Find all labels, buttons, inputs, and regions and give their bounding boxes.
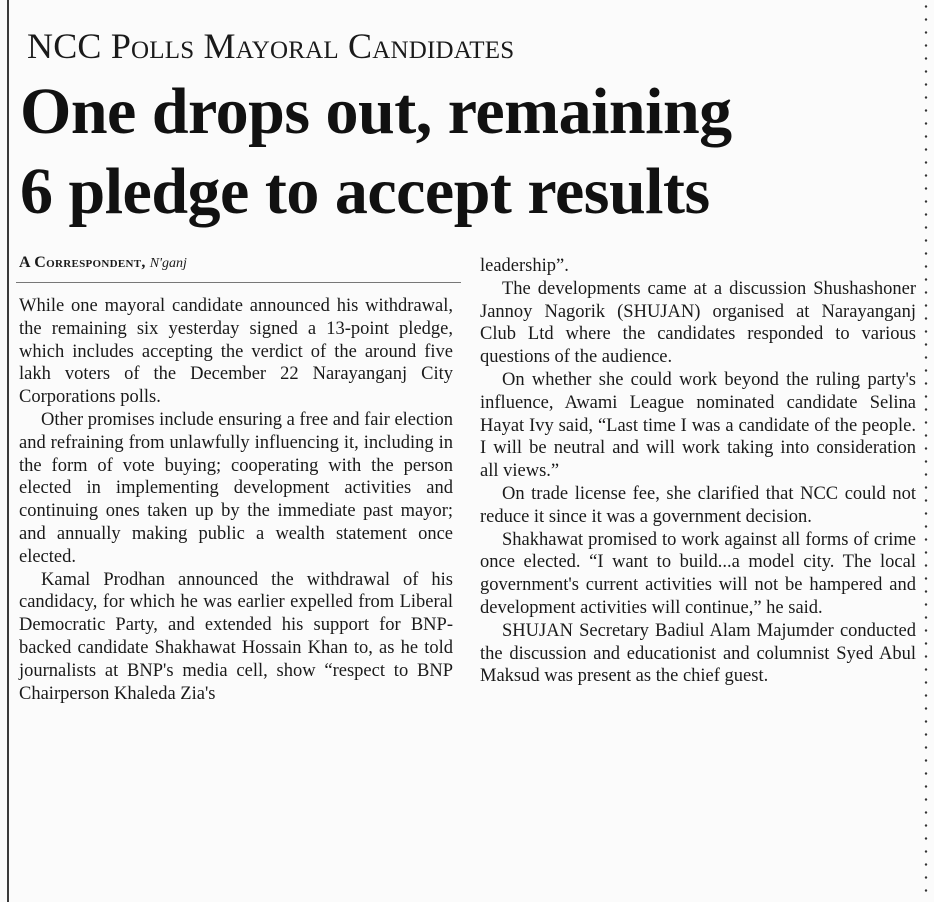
paragraph: SHUJAN Secretary Badiul Alam Majumder conducted the discussion and educationist and columnist Syed Abul Maksud was present as the chief guest. xyxy=(480,620,916,687)
headline-line-2: 6 pledge to accept results xyxy=(20,155,710,228)
headline-line-1: One drops out, remaining xyxy=(20,75,732,148)
paragraph: On whether she could work beyond the ruling party's influence, Awami League nominated candidate Selina Hayat Ivy said, “Last time I was a candidate of the people. I will be neutral and will work taking into consideration all views.” xyxy=(480,369,916,482)
paragraph: While one mayoral candidate announced his withdrawal, the remaining six yesterday signed a 13-point pledge, which includes accepting the verdict of the around five lakh voters of the December 22 Narayanganj City Corporations polls. xyxy=(19,296,453,408)
paragraph: Kamal Prodhan announced the withdrawal of his candidacy, for which he was earlier expelled from Liberal Democratic Party, and extended his support for BNP-backed candidate Shakhawat Hossain Khan to, as he told journalists at BNP's media cell, show “respect to BNP Chairperson Khaleda Zia's xyxy=(19,569,453,704)
paragraph: Other promises include ensuring a free and fair election and refraining from unlawfully influencing it, including in the form of vote buying; cooperating with the person elected in implementing development activities and continuing ones taken up by the immediate past mayor; and annually making public a wealth statement once elected. xyxy=(19,409,453,567)
paragraph: On trade license fee, she clarified that NCC could not reduce it since it was a government decision. xyxy=(480,483,916,527)
byline xyxy=(19,253,187,274)
kicker: NCC Polls Mayoral Candidates xyxy=(27,26,515,66)
dotted-cut-border xyxy=(924,0,928,902)
paragraph: Shakhawat promised to work against all forms of crime once elected. “I want to build...a model city. The local government's current activities will not be hampered and development activities will continue,” he said. xyxy=(480,529,916,618)
paragraph: The developments came at a discussion Shushashoner Jannoy Nagorik (SHUJAN) organised at Narayanganj Club Ltd where the candidates responded to various questions of the audience. xyxy=(480,278,916,368)
article-column-right xyxy=(480,255,916,688)
article-column-left xyxy=(19,295,453,705)
byline-place: N'ganj xyxy=(149,256,187,271)
byline-divider xyxy=(16,282,461,283)
paragraph-continued: leadership”. xyxy=(480,256,569,276)
column-rule-left xyxy=(7,0,9,902)
byline-author: A Correspondent, xyxy=(19,254,146,271)
headline xyxy=(20,72,920,232)
